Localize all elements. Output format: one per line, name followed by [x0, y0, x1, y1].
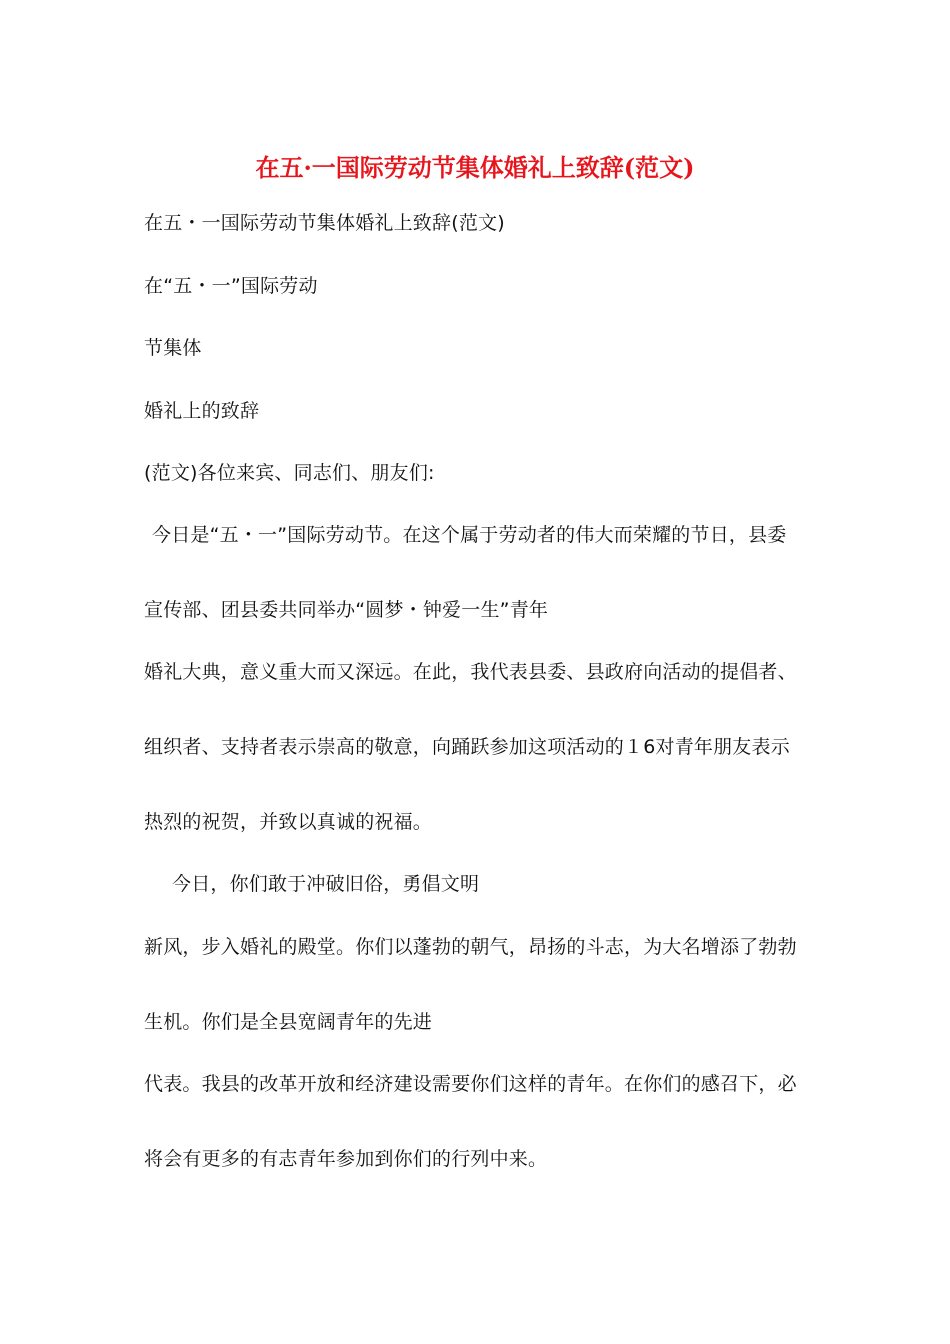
paragraph-line: 将会有更多的有志青年参加到你们的行列中来。	[144, 1148, 548, 1170]
paragraph-line: 组织者、支持者表示崇高的敬意，向踊跃参加这项活动的１6对青年朋友表示	[144, 736, 790, 758]
paragraph-line: 今日，你们敢于冲破旧俗，勇倡文明	[172, 873, 480, 895]
paragraph-line: 在“五・一”国际劳动	[144, 275, 318, 297]
paragraph-line: 节集体	[144, 337, 202, 359]
document-title: 在五·一国际劳动节集体婚礼上致辞(范文)	[255, 153, 695, 182]
paragraph-line: 热烈的祝贺，并致以真诚的祝福。	[144, 811, 433, 833]
paragraph-line: 新风，步入婚礼的殿堂。你们以蓬勃的朝气，昂扬的斗志，为大名增添了勃勃	[144, 936, 797, 958]
paragraph-line: 今日是“五・一”国际劳动节。在这个属于劳动者的伟大而荣耀的节日，县委	[152, 524, 787, 546]
paragraph-line: 生机。你们是全县宽阔青年的先进	[144, 1011, 433, 1033]
paragraph-line: (范文)各位来宾、同志们、朋友们:	[144, 462, 435, 484]
paragraph-line: 在五・一国际劳动节集体婚礼上致辞(范文)	[144, 212, 505, 234]
paragraph-line: 婚礼上的致辞	[144, 400, 260, 422]
paragraph-line: 宣传部、团县委共同举办“圆梦・钟爱一生”青年	[144, 599, 549, 621]
paragraph-line: 代表。我县的改革开放和经济建设需要你们这样的青年。在你们的感召下，必	[144, 1073, 797, 1095]
paragraph-line: 婚礼大典，意义重大而又深远。在此，我代表县委、县政府向活动的提倡者、	[144, 661, 797, 683]
